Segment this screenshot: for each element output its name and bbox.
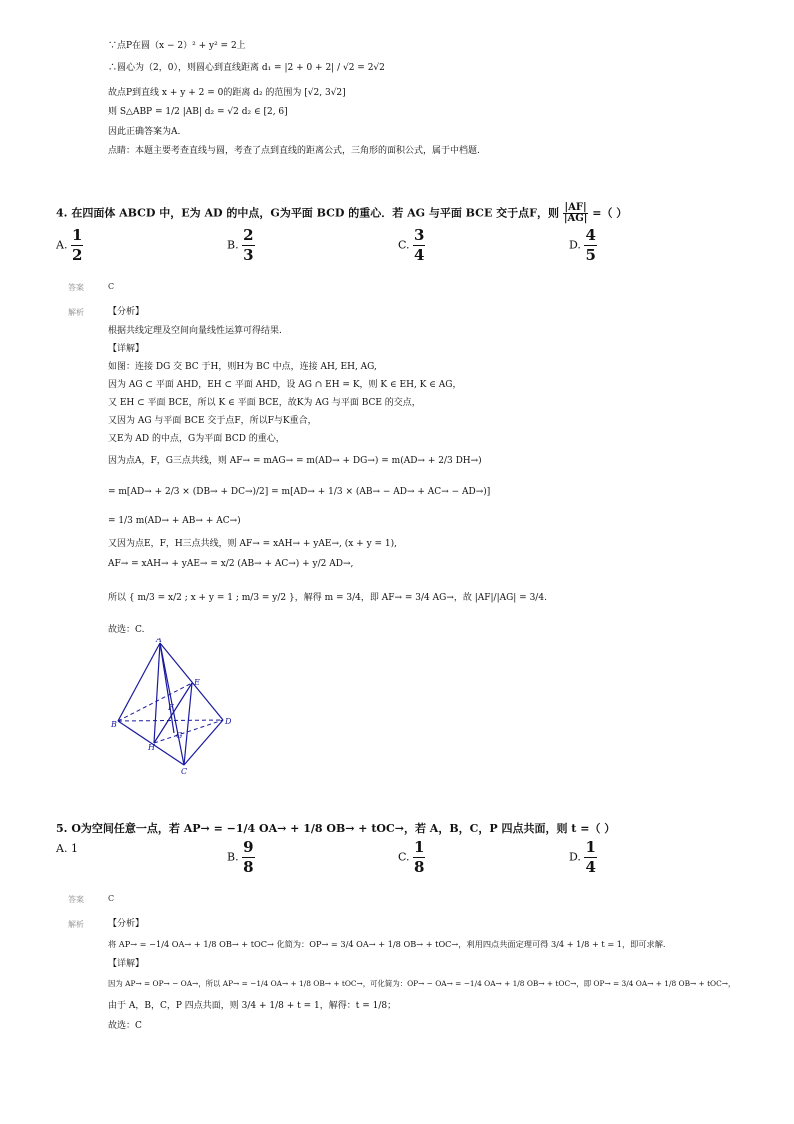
q4-line: 又E为 AD 的中点，G为平面 BCD 的重心， bbox=[108, 434, 285, 444]
q4-option-b[interactable] bbox=[227, 228, 255, 263]
label-d: D bbox=[225, 717, 232, 726]
option-label: D. bbox=[569, 238, 581, 252]
prev-line-3: 故点P到直线 x + y + 2 = 0的距离 d₂ 的范围为 [√2, 3√2] bbox=[108, 88, 346, 98]
option-label: A. bbox=[56, 842, 68, 855]
q5-option-a[interactable] bbox=[56, 842, 78, 855]
option-label: C. bbox=[398, 850, 410, 864]
tetrahedron-figure bbox=[108, 638, 238, 776]
q5-analysis-tag: 解析 bbox=[68, 920, 84, 929]
seg-ec bbox=[184, 683, 192, 765]
q4-stem-post: =（ ） bbox=[592, 206, 628, 220]
option-fraction: $\frac{1}{2}$ bbox=[71, 226, 83, 264]
q4-line: = 1/3 m(AD→ + AB→ + AC→) bbox=[108, 516, 241, 526]
option-label: A. bbox=[56, 238, 68, 252]
q5-line: 由于 A，B，C，P 四点共面，则 3/4 + 1/8 + t = 1，解得：t = 1/8； bbox=[108, 1001, 397, 1011]
prev-line-6: 点睛：本题主要考查直线与圆，考查了点到直线的距离公式，三角形的面积公式，属于中档题. bbox=[108, 146, 480, 156]
q5-line: 【分析】 bbox=[108, 919, 145, 929]
q4-line: 【分析】 bbox=[108, 307, 145, 317]
label-e: E bbox=[194, 678, 200, 687]
seg-ag bbox=[160, 643, 174, 733]
q5-option-c[interactable] bbox=[398, 840, 425, 875]
edge-ab bbox=[118, 643, 160, 721]
q4-stem-fraction bbox=[563, 203, 589, 224]
label-c: C bbox=[181, 767, 188, 776]
q4-line: 又因为点E，F，H三点共线，则 AF→ = xAH→ + yAE→, (x + y = 1), bbox=[108, 539, 398, 549]
option-label: C. bbox=[398, 238, 410, 252]
label-a: A bbox=[156, 638, 162, 644]
seg-he bbox=[154, 683, 192, 743]
q4-option-a[interactable] bbox=[56, 228, 83, 263]
label-f: F bbox=[168, 703, 174, 712]
q4-option-c[interactable] bbox=[398, 228, 425, 263]
q4-frac-num: |AF| bbox=[564, 202, 587, 213]
q4-answer-tag: 答案 bbox=[68, 283, 84, 292]
q4-line: 根据共线定理及空间向量线性运算可得结果. bbox=[108, 326, 282, 336]
q4-line: 因为点A，F，G三点共线，则 AF→ = mAG→ = m(AD→ + DG→) = m(AD→ + 2/3 DH→) bbox=[108, 456, 482, 466]
option-fraction: $\frac{2}{3}$ bbox=[243, 226, 254, 264]
q4-frac-den: |AG| bbox=[563, 213, 588, 224]
seg-be bbox=[118, 683, 192, 721]
q5-option-d[interactable] bbox=[569, 840, 597, 875]
q5-option-b[interactable] bbox=[227, 840, 255, 875]
q4-line: 又因为 AG 与平面 BCE 交于点F，所以F与K重合， bbox=[108, 416, 317, 426]
label-g: G bbox=[176, 731, 183, 740]
q5-stem: 5. O为空间任意一点，若 AP→ = −1/4 OA→ + 1/8 OB→ + tOC→，若 A，B，C，P 四点共面，则 t =（ ） bbox=[56, 822, 616, 835]
edge-bd bbox=[118, 720, 223, 721]
option-fraction: $\frac{4}{5}$ bbox=[585, 226, 596, 264]
q4-line: 故选：C. bbox=[108, 625, 145, 635]
q5-answer-tag: 答案 bbox=[68, 895, 84, 904]
q4-stem bbox=[56, 203, 627, 224]
q4-line: 如图：连接 DG 交 BC 于H，则H为 BC 中点，连接 AH, EH, AG, bbox=[108, 362, 377, 372]
q4-line: 【详解】 bbox=[108, 344, 145, 354]
option-label: B. bbox=[227, 238, 239, 252]
q5-answer: C bbox=[108, 894, 115, 903]
seg-ah bbox=[154, 643, 160, 743]
q4-line: 又 EH ⊂ 平面 BCE，所以 K ∈ 平面 BCE，故K为 AG 与平面 BCE 的交点， bbox=[108, 398, 421, 408]
option-label: B. bbox=[227, 850, 239, 864]
q5-line: 因为 AP→ = OP→ − OA→，所以 AP→ = −1/4 OA→ + 1/8 OB→ + tOC→，可化简为：OP→ − OA→ = −1/4 OA→ + 1/8 OB→ + tOC→，即 OP→ = 3/4 OA→ + 1/8 OB→ + tOC→， bbox=[108, 979, 736, 988]
option-fraction: $\frac{1}{4}$ bbox=[585, 838, 596, 876]
option-fraction: $\frac{1}{8}$ bbox=[414, 838, 425, 876]
q5-line: 故选：C bbox=[108, 1021, 142, 1031]
q4-line: AF→ = xAH→ + yAE→ = x/2 (AB→ + AC→) + y/2 AD→, bbox=[108, 559, 354, 569]
q4-option-d[interactable] bbox=[569, 228, 597, 263]
option-value: 1 bbox=[70, 842, 78, 855]
option-fraction: $\frac{9}{8}$ bbox=[243, 838, 254, 876]
label-b: B bbox=[111, 720, 117, 729]
option-fraction: $\frac{3}{4}$ bbox=[414, 226, 425, 264]
q5-line: 【详解】 bbox=[108, 959, 145, 969]
q4-answer: C bbox=[108, 282, 115, 291]
q4-line: = m[AD→ + 2/3 × (DB→ + DC→)/2] = m[AD→ + 1/3 × (AB→ − AD→ + AC→ − AD→)] bbox=[108, 487, 491, 497]
prev-line-4: 则 S△ABP = 1/2 |AB| d₂ = √2 d₂ ∈ [2, 6] bbox=[108, 107, 288, 117]
prev-line-1: ∵点P在圆（x − 2）² + y² = 2上 bbox=[108, 41, 246, 51]
q4-analysis-tag: 解析 bbox=[68, 308, 84, 317]
q4-stem-pre: 4. 在四面体 ABCD 中，E为 AD 的中点，G为平面 BCD 的重心．若 AG 与平面 BCE 交于点F，则 bbox=[56, 206, 559, 220]
q4-line: 因为 AG ⊂ 平面 AHD，EH ⊂ 平面 AHD，设 AG ∩ EH = K，则 K ∈ EH, K ∈ AG， bbox=[108, 380, 462, 390]
q5-line: 将 AP→ = −1/4 OA→ + 1/8 OB→ + tOC→ 化简为：OP→ = 3/4 OA→ + 1/8 OB→ + tOC→，利用四点共面定理可得 3/4 + 1/8 + t = 1，即可求解. bbox=[108, 939, 666, 949]
prev-line-5: 因此正确答案为A. bbox=[108, 127, 181, 137]
q4-line: 所以 { m/3 = x/2 ; x + y = 1 ; m/3 = y/2 }，解得 m = 3/4，即 AF→ = 3/4 AG→，故 |AF|/|AG| = 3/4. bbox=[108, 593, 547, 603]
prev-line-2: ∴圆心为（2，0），则圆心到直线距离 d₁ = |2 + 0 + 2| / √2 = 2√2 bbox=[108, 63, 385, 73]
option-label: D. bbox=[569, 850, 581, 864]
label-h: H bbox=[148, 743, 155, 752]
